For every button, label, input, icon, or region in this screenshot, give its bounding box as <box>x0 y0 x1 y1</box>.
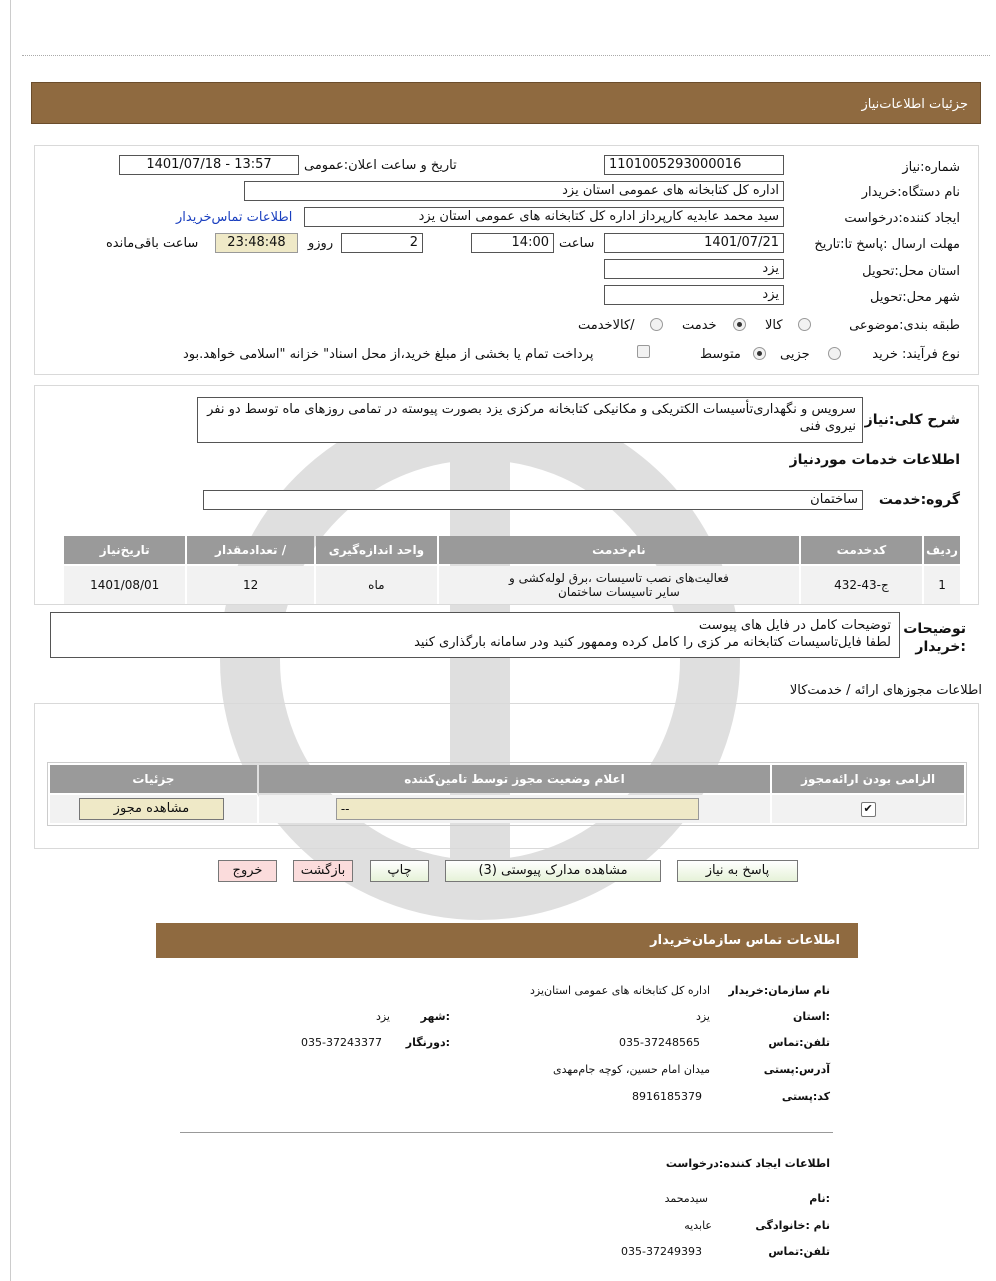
treasury-payment-text: پرداخت تمام یا بخشی از مبلغ خرید،از محل اسناد" خزانه "اسلامی خواهد.بود <box>183 347 594 362</box>
cell-permit-status <box>259 795 770 823</box>
contact-org-label: نام سازمان:خریدار <box>728 984 830 997</box>
process-option-minor: جزیی <box>780 347 810 362</box>
process-label: نوع فرآیند: خرید <box>872 347 960 362</box>
need-info-panel <box>34 145 979 375</box>
category-option-service: خدمت <box>682 318 717 333</box>
creator-phone-value: 035-37249393 <box>621 1245 702 1258</box>
attachments-button[interactable]: مشاهده مدارک پیوستی (3) <box>445 860 661 882</box>
reply-button[interactable]: پاسخ به نیاز <box>677 860 798 882</box>
contact-fax-label: :دورنگار <box>405 1036 450 1049</box>
contact-province-label: :استان <box>793 1010 830 1023</box>
contact-divider <box>180 1132 833 1133</box>
need-number-label: شماره:نیاز <box>902 160 960 175</box>
buyer-notes-line-2: لطفا فایل‌تاسیسات کتابخانه مر کزی را کامل کرده وممهور کنید ودر سامانه بارگذاری کنید <box>414 635 891 650</box>
col-quantity: / تعداد‌مقدار <box>187 536 313 564</box>
creator-name-value: سیدمحمد <box>664 1192 708 1205</box>
days-remaining-field: 2 <box>341 233 423 253</box>
treasury-payment-checkbox[interactable] <box>637 345 650 358</box>
contact-postal-label: کد:پستی <box>781 1090 830 1103</box>
service-group-label: گروه:خدمت <box>878 492 960 508</box>
creator-label: ایجاد کننده:درخواست <box>844 211 960 226</box>
contact-header <box>156 923 858 958</box>
creator-field: سید محمد عابدیه کارپرداز اداره کل کتابخانه های عمومی استان یزد <box>304 207 784 227</box>
col-permit-required: الزامی بودن ارائه‌مجوز <box>772 765 964 793</box>
contact-fax-value: 035-37243377 <box>301 1036 382 1049</box>
contact-phone-label: تلفن:تماس <box>768 1036 830 1049</box>
table-row <box>64 566 960 604</box>
buyer-org-field: اداره کل کتابخانه های عمومی استان یزد <box>244 181 784 201</box>
permit-required-check-icon: ✔ <box>861 802 876 817</box>
creator-phone-label: تلفن:تماس <box>768 1245 830 1258</box>
deadline-date-field: 1401/07/21 <box>604 233 784 253</box>
contact-city-value: یزد <box>375 1010 390 1023</box>
city-label: شهر محل:تحویل <box>870 290 960 305</box>
process-radio-medium[interactable] <box>753 347 766 360</box>
days-label: روزو <box>308 236 334 251</box>
left-border-line <box>10 0 11 1281</box>
services-heading: اطلاعات خدمات موردنیاز <box>789 452 960 468</box>
cell-unit: ماه <box>316 566 437 604</box>
deadline-time-field: 14:00 <box>471 233 554 253</box>
buyer-notes-field <box>50 612 900 658</box>
cell-permit-required <box>772 795 964 823</box>
deadline-time-label: ساعت <box>559 236 595 251</box>
permits-table-header <box>50 765 964 793</box>
contact-address-label: آدرس:پستی <box>763 1063 830 1076</box>
category-radio-goods-service[interactable] <box>650 318 663 331</box>
back-button[interactable]: بازگشت <box>293 860 353 882</box>
col-need-date: تاریخ‌نیاز <box>64 536 185 564</box>
creator-family-value: عابدیه <box>684 1219 712 1232</box>
contact-address-value: میدان امام حسین، کوچه جام‌مهدی <box>553 1063 710 1076</box>
col-unit: واحد اندازه‌گیری <box>316 536 437 564</box>
permit-status-field: -- <box>336 798 699 820</box>
contact-postal-value: 8916185379 <box>632 1090 702 1103</box>
col-row-no: ردیف <box>924 536 960 564</box>
permits-title: اطلاعات مجوزهای ارائه / خدمت‌کالا <box>789 683 982 698</box>
announce-datetime-field: 1401/07/18 - 13:57 <box>119 155 299 175</box>
announce-label: تاریخ و ساعت اعلان:عمومی <box>304 158 457 173</box>
services-table-header <box>64 536 960 564</box>
category-radio-goods[interactable] <box>798 318 811 331</box>
time-remaining-label: ساعت باقی‌مانده <box>106 236 199 251</box>
cell-row-no: 1 <box>924 566 960 604</box>
page-header <box>31 82 981 124</box>
print-button[interactable]: چاپ <box>370 860 429 882</box>
buyer-org-label: نام دستگاه:خریدار <box>861 185 960 200</box>
page-header-title: جزئیات اطلاعات‌نیاز <box>861 97 968 112</box>
category-option-goods-service: /کالاخدمت <box>578 318 635 333</box>
creator-heading: اطلاعات ایجاد کننده:درخواست <box>665 1157 830 1170</box>
contact-header-title: اطلاعات تماس سازمان‌خریدار <box>650 933 840 948</box>
col-service-name: نام‌خدمت <box>439 536 799 564</box>
cell-service-code: ج-43-432 <box>801 566 922 604</box>
table-row <box>50 795 964 823</box>
services-table <box>62 534 962 606</box>
province-field: یزد <box>604 259 784 279</box>
contact-org-value: اداره کل کتابخانه های عمومی استان‌یزد <box>530 984 710 997</box>
time-remaining-field: 23:48:48 <box>215 233 298 253</box>
process-option-medium: متوسط <box>700 347 741 362</box>
description-label: شرح کلی:نیاز <box>864 412 960 428</box>
exit-button[interactable]: خروج <box>218 860 277 882</box>
creator-family-label: نام :خانوادگی <box>755 1219 830 1232</box>
category-option-goods: کالا <box>765 318 783 333</box>
cell-permit-details <box>50 795 257 823</box>
creator-name-label: :نام <box>809 1192 830 1205</box>
buyer-contact-link[interactable]: اطلاعات تماس‌خریدار <box>176 210 293 225</box>
contact-phone-value: 035-37248565 <box>619 1036 700 1049</box>
need-number-field: 1101005293000016 <box>604 155 784 175</box>
cell-quantity: 12 <box>187 566 313 604</box>
buyer-notes-label: توضیحات :خریدار <box>903 621 966 655</box>
view-permit-button[interactable]: مشاهده مجوز <box>79 798 224 820</box>
category-radio-service[interactable] <box>733 318 746 331</box>
city-field: یزد <box>604 285 784 305</box>
description-field: سرویس و نگهداری‌تأسیسات الکتریکی و مکانیکی کتابخانه مرکزی یزد بصورت پیوسته در تمامی روزهای ماه توسط دو نفر نیروی فنی <box>197 397 863 443</box>
col-permit-details: جزئیات <box>50 765 257 793</box>
top-dotted-divider <box>22 55 990 56</box>
col-service-code: کدخدمت <box>801 536 922 564</box>
cell-service-name: فعالیت‌های نصب تاسیسات ،برق لوله‌کشی و سایر تاسیسات ساختمان <box>439 566 799 604</box>
process-radio-minor[interactable] <box>828 347 841 360</box>
service-group-field: ساختمان <box>203 490 863 510</box>
contact-province-value: یزد <box>695 1010 710 1023</box>
buyer-notes-line-1: توضیحات کامل در فایل های پیوست <box>698 618 891 633</box>
province-label: استان محل:تحویل <box>862 264 960 279</box>
cell-need-date: 1401/08/01 <box>64 566 185 604</box>
permits-table <box>47 762 967 826</box>
col-permit-status: اعلام وضعیت مجوز توسط تامین‌کننده <box>259 765 770 793</box>
deadline-label: مهلت ارسال :پاسخ تا:تاریخ <box>814 237 960 252</box>
category-label: طبقه بندی:موضوعی <box>849 318 960 333</box>
contact-city-label: :شهر <box>420 1010 450 1023</box>
